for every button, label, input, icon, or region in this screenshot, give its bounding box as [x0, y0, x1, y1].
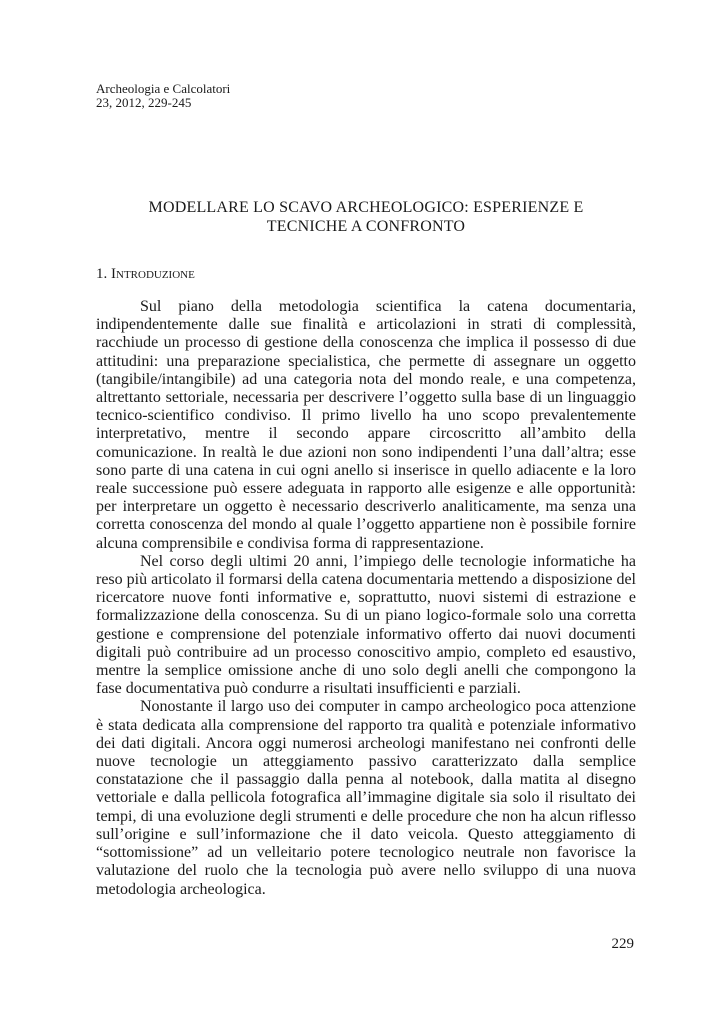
journal-name: Archeologia e Calcolatori: [96, 81, 231, 96]
article-title-line-2: TECNICHE A CONFRONTO: [266, 218, 466, 235]
page-number: 229: [611, 936, 634, 952]
article-title: [96, 198, 636, 236]
paragraph-3: Nonostante il largo uso dei computer in campo archeologico poca attenzione è stata dedicata alla comprensione del rapporto tra qualità e potenziale informativo dei dati digitali. Ancora oggi numerosi archeologi manifestano nei confronti delle nuove tecnologie un atteggiamento passivo caratterizzato dalla semplice constatazione che il passaggio dalla penna al notebook, dalla matita al disegno vettoriale e dalla pellicola fotografica all’immagine digitale sia solo il risultato dei tempi, di una evoluzione degli strumenti e delle procedure che non ha alcun riflesso sull’origine e sull’informazione che il dato veicola. Questo atteggiamento di “sottomissione” ad un velleitario potere tecnologico neutrale non favorisce la valutazione del ruolo che la tecnologia può avere nello sviluppo di una nuova metodologia archeologica.: [96, 698, 636, 898]
journal-citation: 23, 2012, 229-245: [96, 95, 192, 110]
article-page: [96, 82, 636, 899]
article-title-line-1: MODELLARE LO SCAVO ARCHEOLOGICO: ESPERIENZE E: [148, 199, 584, 216]
paragraph-1: Sul piano della metodologia scientifica la catena documentaria, indipendentemente dalle sue finalità e articolazioni in strati di complessità, racchiude un processo di gestione della conoscenza che implica il possesso di due attitudini: una preparazione specialistica, che permette di assegnare un oggetto (tangibile/intangibile) ad una categoria nota del mondo reale, e una competenza, altrettanto settoriale, necessaria per descrivere l’oggetto sulla base di un linguaggio tecnico-scientifico condiviso. Il primo livello ha uno scopo prevalentemente interpretativo, mentre il secondo appare circoscritto all’ambito della comunicazione. In realtà le due azioni non sono indipendenti l’una dall’altra; esse sono parte di una catena in cui ogni anello si inserisce in quello adiacente e la loro reale successione può essere adeguata in rapporto alle esigenze e alle opportunità: per interpretare un oggetto è necessario descriverlo analiticamente, ma senza una corretta conoscenza del mondo al quale l’oggetto appartiene non è possibile fornire alcuna comprensibile e condivisa forma di rappresentazione.: [96, 298, 636, 552]
body-text: [96, 298, 636, 899]
paragraph-2: Nel corso degli ultimi 20 anni, l’impiego delle tecnologie informatiche ha reso più articolato il formarsi della catena documentaria mettendo a disposizione del ricercatore nuove fonti informative e, soprattutto, nuovi sistemi di estrazione e formalizzazione della conoscenza. Su di un piano logico-formale solo una corretta gestione e comprensione del potenziale informativo offerto dai nuovi documenti digitali può contribuire ad un processo conoscitivo ampio, completo ed esaustivo, mentre la semplice omissione anche di uno solo degli anelli che compongono la fase documentativa può condurre a risultati insufficienti e parziali.: [96, 552, 636, 698]
section-heading: 1. Introduzione: [96, 266, 195, 282]
journal-header: [96, 82, 636, 110]
